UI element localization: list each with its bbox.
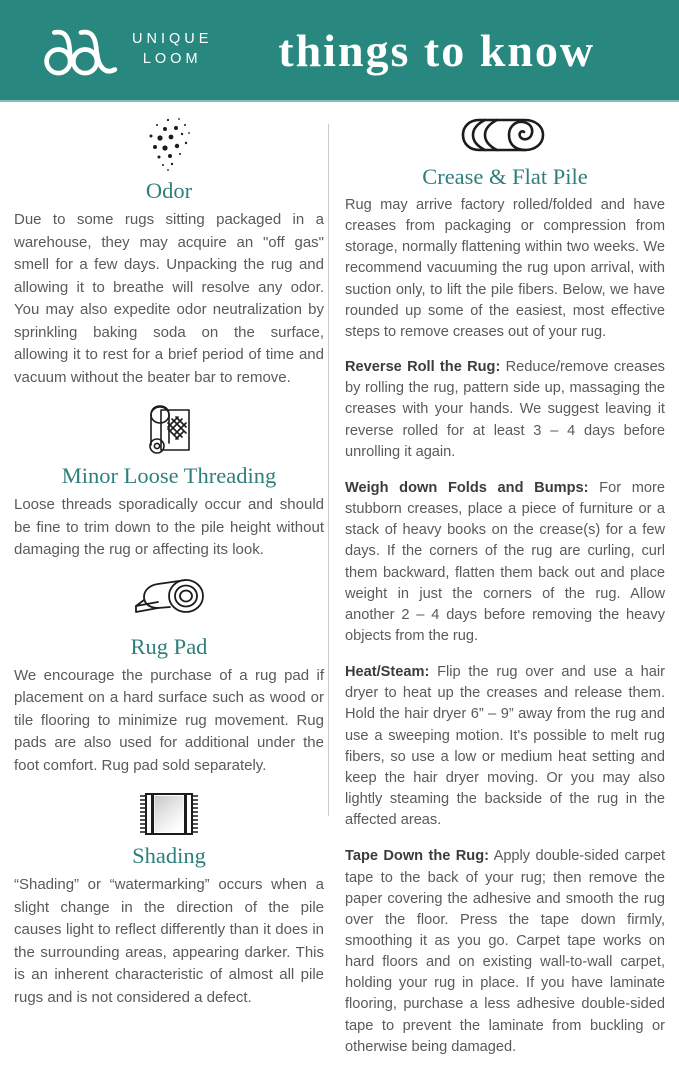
page-title: things to know [278, 24, 596, 76]
column-divider [328, 124, 329, 816]
section-body-threading: Loose threads sporadically occur and should be fine to trim down to the pile height without damaging the rug or affecting its look. [14, 496, 324, 558]
tip-body-heat-steam: Flip the rug over and use a hair dryer to heat up the creases and release them. Hold the hair dryer 6” – 9” away from the rug and use a sweeping motion. It's possible to melt rug fibers, so use a low or medium heat setting and keep the hair dryer moving. Or you may also lightly steaming the backside of the rug in the affected areas. [345, 664, 665, 829]
section-body-rug-pad: We encourage the purchase of a rug pad if placement on a hard surface such as wood or tile flooring to minimize rug movement. Rug pads are also used for additional under the foot comfort. Rug pad sold separately. [14, 666, 324, 774]
tip-weigh-down [345, 478, 665, 647]
tip-label-reverse-roll: Reverse Roll the Rug: [345, 359, 501, 376]
header-banner [0, 0, 679, 102]
rolled-rug-spiral-icon [345, 116, 665, 158]
section-body-crease-intro: Rug may arrive factory rolled/folded and have creases from packaging or compression from storage, normally flattening within two weeks. We recommend vacuuming the rug upon arrival, with suction only, to lift the pile fibers. Below, we have rounded up some of the easiest, most effective steps to remove creases out of your rug. [345, 197, 665, 340]
right-column [345, 116, 665, 1073]
section-title-rug-pad: Rug Pad [130, 633, 208, 659]
section-title-crease: Crease & Flat Pile [422, 164, 588, 189]
section-minor-loose-threading [14, 403, 324, 562]
content-area [0, 102, 679, 1055]
section-title-threading: Minor Loose Threading [61, 463, 277, 488]
tip-body-tape-down: Apply double-sided carpet tape to the back of your rug; then remove the paper covering the adhesive and smooth the rug over the floor. Press the tape down firmly, smoothing it as you go. Carpet tape works on hard floors and on existing wall-to-wall carpet, holding your rug in place. If you have laminate flooring, purchase a less adhesive double-sided tape to prevent the laminate from buckling or otherwise being damaged. [345, 848, 666, 1055]
section-odor [14, 116, 324, 389]
tip-label-heat-steam: Heat/Steam: [345, 664, 430, 681]
tip-tape-down [345, 846, 665, 1058]
shaded-rug-icon [14, 791, 324, 837]
section-title-odor: Odor [145, 178, 193, 203]
rug-pad-roll-icon [14, 576, 324, 628]
tip-label-weigh-down: Weigh down Folds and Bumps: [345, 479, 589, 496]
brand-wordmark [132, 30, 212, 69]
tip-heat-steam [345, 662, 665, 831]
tip-body-reverse-roll: Reduce/remove creases by rolling the rug, pattern side up, massaging the creases with your hands. We suggest leaving it reverse rolled for at least 3 – 4 days before unrolling it again. [345, 359, 665, 460]
section-body-shading: “Shading” or “watermarking” occurs when a slight change in the direction of the pile causes light to reflect differently than it does in the surrounding areas, appearing darker. This is an inherent characteristic of almost all pile rugs and is not considered a defect. [14, 876, 324, 1006]
section-rug-pad [14, 576, 324, 778]
tip-label-tape-down: Tape Down the Rug: [345, 848, 489, 865]
left-column [14, 116, 324, 1023]
section-crease-flat-pile [345, 116, 665, 343]
unique-loom-logo-icon [42, 22, 120, 78]
section-title-shading: Shading [132, 843, 206, 868]
brand-logo [42, 22, 212, 78]
tip-body-weigh-down: For more stubborn creases, place a piece of furniture or a stack of heavy books on the crease(s) for a few days. If the corners of the rug are curling, curl them backward, flatten them back out and place weight in just the corners of the rug. Allow another 2 – 4 days before removing the heavy objects from the rug. [345, 479, 665, 644]
rolled-rug-crosshatch-icon [14, 403, 324, 457]
brand-line2: LOOM [142, 51, 202, 67]
brand-line1: UNIQUE [132, 31, 213, 48]
odor-dots-icon [14, 116, 324, 172]
section-body-odor: Due to some rugs sitting packaged in a warehouse, they may acquire an "off gas" smell for a few days. Unpacking the rug and allowing it to breathe will resolve any odor. You may also expedite odor neutralization by sprinkling baking soda on the surface, allowing it to rest for a brief period of time and vacuum without the beater bar to remove. [14, 211, 324, 386]
tip-reverse-roll [345, 357, 665, 463]
